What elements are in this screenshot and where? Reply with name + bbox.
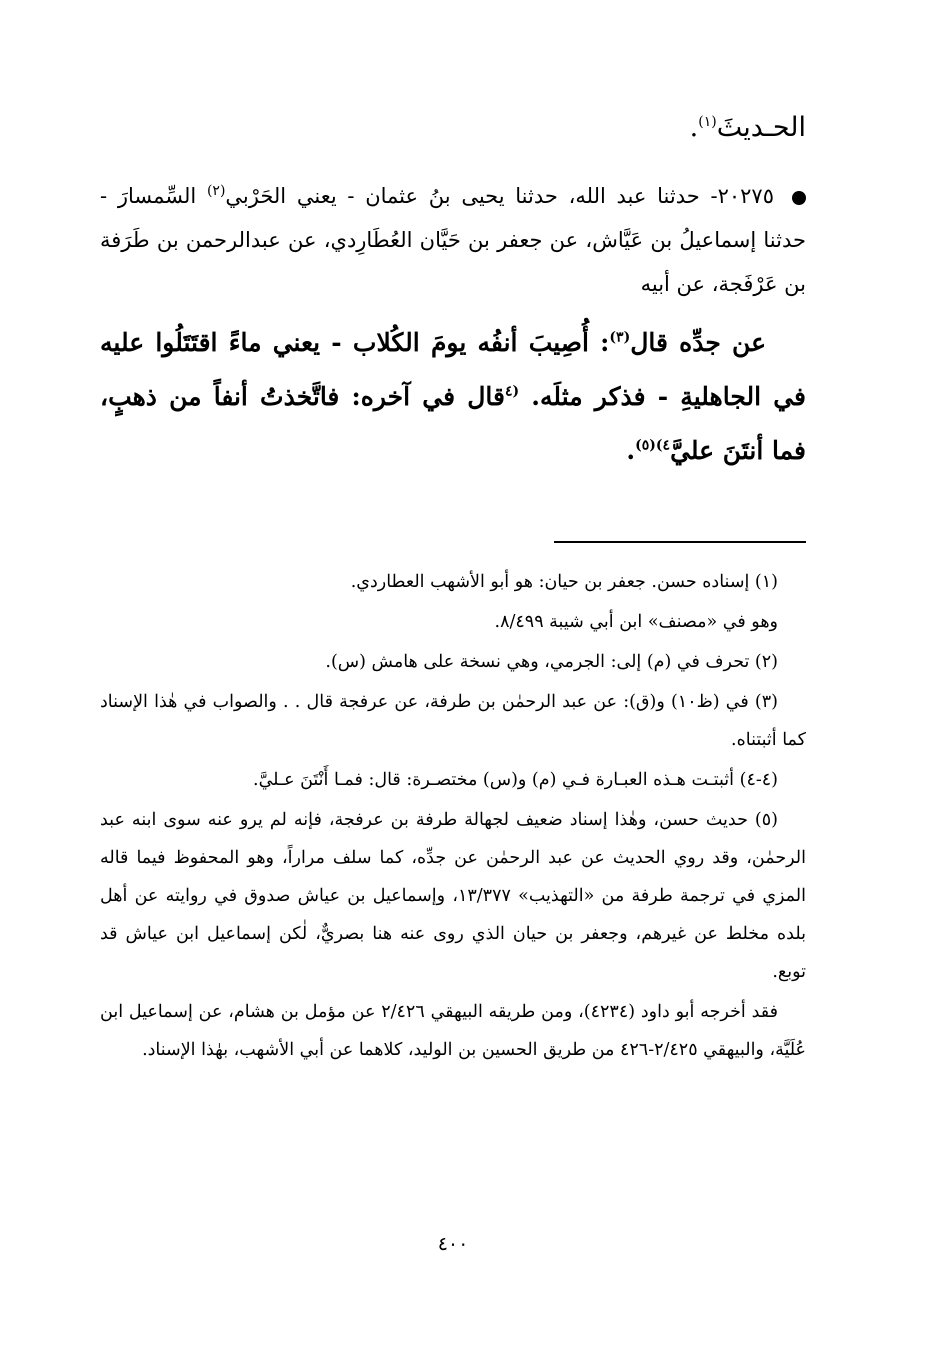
footnote-4: (٤-٤) أثبتـت هـذه العبـارة فـي (م) و(س) مختصـرة: قال: فمـا أَنْتَنَ عـليَّ. <box>253 770 778 790</box>
hadith-chain <box>100 174 806 306</box>
footnote-ref-2: (٢) <box>206 183 226 199</box>
hadith-text <box>100 316 806 478</box>
hadith-number: ٢٠٢٧٥- <box>710 184 774 208</box>
intro-word: الحـديثَ <box>716 112 806 143</box>
matn-end: قال في آخره: فاتَّخذتُ أنفاً من ذهبٍ، فما أنتَنَ عليَّ <box>100 382 806 465</box>
footnote-3: (٣) في (ظ١٠) و(ق): عن عبد الرحمٰن بن طرفة، عن عرفجة قال . . والصواب في هٰذا الإسناد كما أثبتناه. <box>100 692 806 750</box>
matn-tail: . <box>626 436 636 465</box>
chain-text-continued: السِّمسارَ - حدثنا إسماعيلُ بن عَيَّاش، عن جعفر بن حَيَّان العُطَارِدي، عن عبدالرحمن بن طَرَفة بن عَرْفَجة، عن أبيه <box>100 184 806 296</box>
footnote-5-continued: فقد أخرجه أبو داود (٤٢٣٤)، ومن طريقه البيهقي ٢/٤٢٦ عن مؤمل بن هشام، عن إسماعيل ابن عُلَيَّة، والبيهقي ٢/٤٢٥-٤٢٦ من طريق الحسين بن الوليد، كلاهما عن أبي الأشهب، بهٰذا الإسناد. <box>100 1002 806 1060</box>
page-number: ٤٠٠ <box>437 1233 469 1255</box>
bullet-icon <box>792 191 806 205</box>
footnote-5: (٥) حديث حسن، وهٰذا إسناد ضعيف لجهالة طرفة بن عرفجة، فإنه لم يرو عنه سوى ابنه عبد الرحمٰن، وقد روي الحديث عن عبد الرحمٰن عن جدِّه، كما سلف مراراً، وهو المحفوظ فيما قاله المزي في ترجمة طرفة من «التهذيب» ١٣/٣٧٧، وإسماعيل بن عياش صدوق في روايته عن أهل بلده مخلط عن غيرهم، وجعفر بن حيان الذي روى عنه هنا بصريٌّ، لٰكن إسماعيل ابن عياش قد توبع. <box>100 810 806 982</box>
intro-tail: . <box>689 112 699 143</box>
footnote-ref-1: (١) <box>698 114 717 130</box>
footnote-ref-3: (٣) <box>609 329 631 346</box>
footnote-1: (١) إسناده حسن. جعفر بن حيان: هو أبو الأشهب العطاردي. <box>350 572 778 592</box>
footnote-separator <box>554 541 806 543</box>
chain-text: حدثنا عبد الله، حدثنا يحيى بنُ عثمان - يعني الحَرْبي <box>225 184 700 208</box>
matn-middle: : أُصِيبَ أنفُه يومَ الكُلاب - يعني ماءً اقتَتَلُوا عليه في الجاهليةِ - فذكر مثلَه. <box>100 328 806 411</box>
footnotes <box>100 563 806 1071</box>
previous-text-ending <box>690 108 806 148</box>
footnote-ref-4-close: ٤) <box>655 437 671 454</box>
footnote-2: (٢) تحرف في (م) إلى: الجرمي، وهي نسخة على هامش (س). <box>325 652 778 672</box>
footnote-ref-4-open: (٤ <box>504 383 520 400</box>
book-page <box>100 96 806 1336</box>
footnote-ref-5: (٥) <box>635 437 656 454</box>
footnote-1-source: وهو في «مصنف» ابن أبي شيبة ٨/٤٩٩. <box>494 612 778 632</box>
matn-start: عن جدِّه قال <box>630 328 766 357</box>
